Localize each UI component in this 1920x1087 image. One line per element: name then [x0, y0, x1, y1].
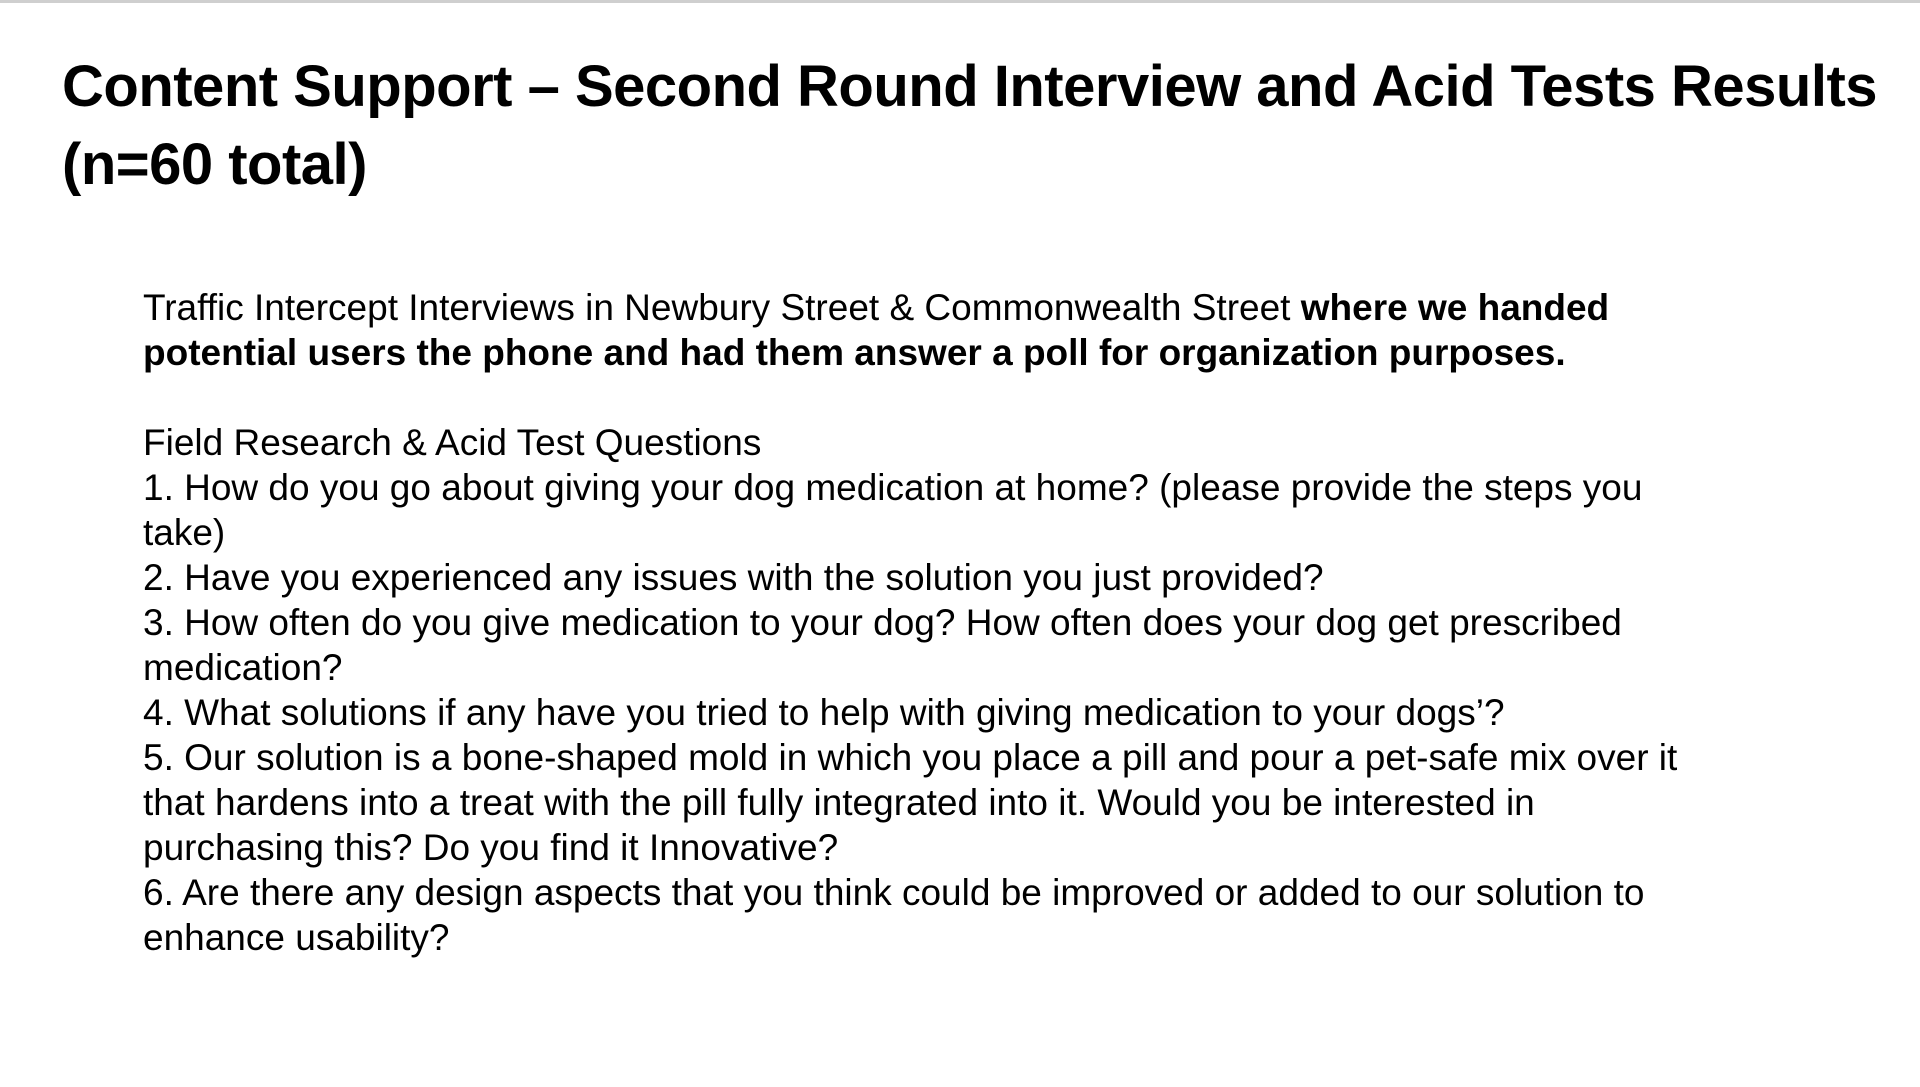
question-item: 3. How often do you give medication to your dog? How often does your dog get prescribed medication? [143, 602, 1622, 688]
intro-text: Traffic Intercept Interviews in Newbury Street & Commonwealth Street [143, 287, 1301, 328]
question-item: 4. What solutions if any have you tried to help with giving medication to your dogs’? [143, 692, 1505, 733]
slide-title: Content Support – Second Round Interview and Acid Tests Results (n=60 total) [62, 54, 1878, 197]
questions-list [143, 465, 1703, 960]
intro-paragraph [143, 285, 1703, 375]
question-item: 6. Are there any design aspects that you think could be improved or added to our solution to enhance usability? [143, 872, 1645, 958]
slide-top-border [0, 0, 1920, 3]
question-item: 1. How do you go about giving your dog medication at home? (please provide the steps you take) [143, 467, 1643, 553]
question-item: 2. Have you experienced any issues with the solution you just provided? [143, 557, 1324, 598]
slide-content [143, 285, 1703, 960]
question-item: 5. Our solution is a bone-shaped mold in which you place a pill and pour a pet-safe mix over it that hardens into a treat with the pill fully integrated into it. Would you be interested in purchasing this? Do you find it Innovative? [143, 737, 1678, 868]
intro-bold-text: where we handed potential users the phone and had them answer a poll for organization purposes. [143, 287, 1610, 373]
questions-heading: Field Research & Acid Test Questions [143, 422, 762, 463]
